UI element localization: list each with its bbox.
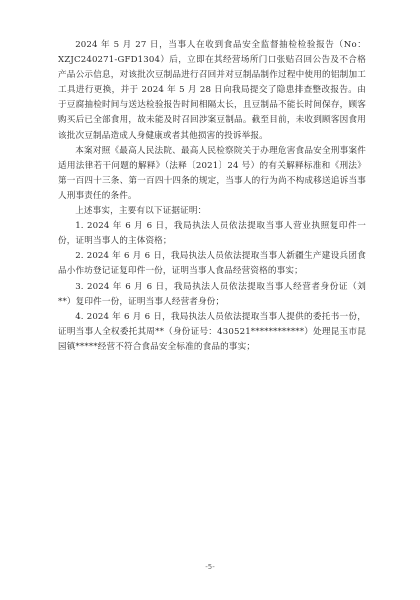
evidence-item-business-license: 1. 2024 年 6 月 6 日，我局执法人员依法提取当事人营业执照复印件一份，证明当事人的主体资格； <box>58 221 366 247</box>
paragraph-recall-actions: 2024 年 5 月 27 日，当事人在收到食品安全监督抽检检验报告（No：XZJC240271-GFD1304）后，立即在其经营场所门口张贴召回公告及不合格产品公示信息，对该批次豆制品进行召回并对豆制品制作过程中使用的铝制加工工具进行更换，并于 2024 年 5 月 28 日向我局提交了隐患排查整改报告。由于豆腐抽检时间与送达检验报告时间相隔太长，且豆制品不能长时间保存，顾客购买后已全部食用，故未能及时召回涉案豆制品。截至目前，未收到顾客因食用该批次豆制品造成人身健康或者其他损害的投诉举报。 <box>58 40 366 141</box>
evidence-item-power-of-attorney: 4. 2024 年 6 月 6 日，我局执法人员依法提取当事人提供的委托书一份，证明当事人全权委托其周**（身份证号：430521************）处理昆玉市昆园镇*****经营不符合食品安全标准的食品的事实； <box>58 311 366 352</box>
evidence-item-id-card: 3. 2024 年 6 月 6 日，我局执法人员依法提取当事人经营者身份证（刘**）复印件一份，证明当事人经营者身份； <box>58 281 366 307</box>
evidence-heading: 上述事实，主要有以下证据证明： <box>75 206 207 217</box>
paragraph-legal-assessment: 本案对照《最高人民法院、最高人民检察院关于办理危害食品安全刑事案件适用法律若干问题的解释》（法释〔2021〕24 号）的有关解释标准和《刑法》第一百四十三条、第一百四十四条的规定，当事人的行为尚不构成移送追诉当事人刑事责任的条件。 <box>58 145 366 201</box>
evidence-item-workshop-certificate: 2. 2024 年 6 月 6 日，我局执法人员依法提取当事人新疆生产建设兵团食品小作坊登记证复印件一份，证明当事人食品经营资格的事实； <box>58 251 366 277</box>
document-body <box>58 38 366 355</box>
page-number: -5- <box>205 563 215 571</box>
